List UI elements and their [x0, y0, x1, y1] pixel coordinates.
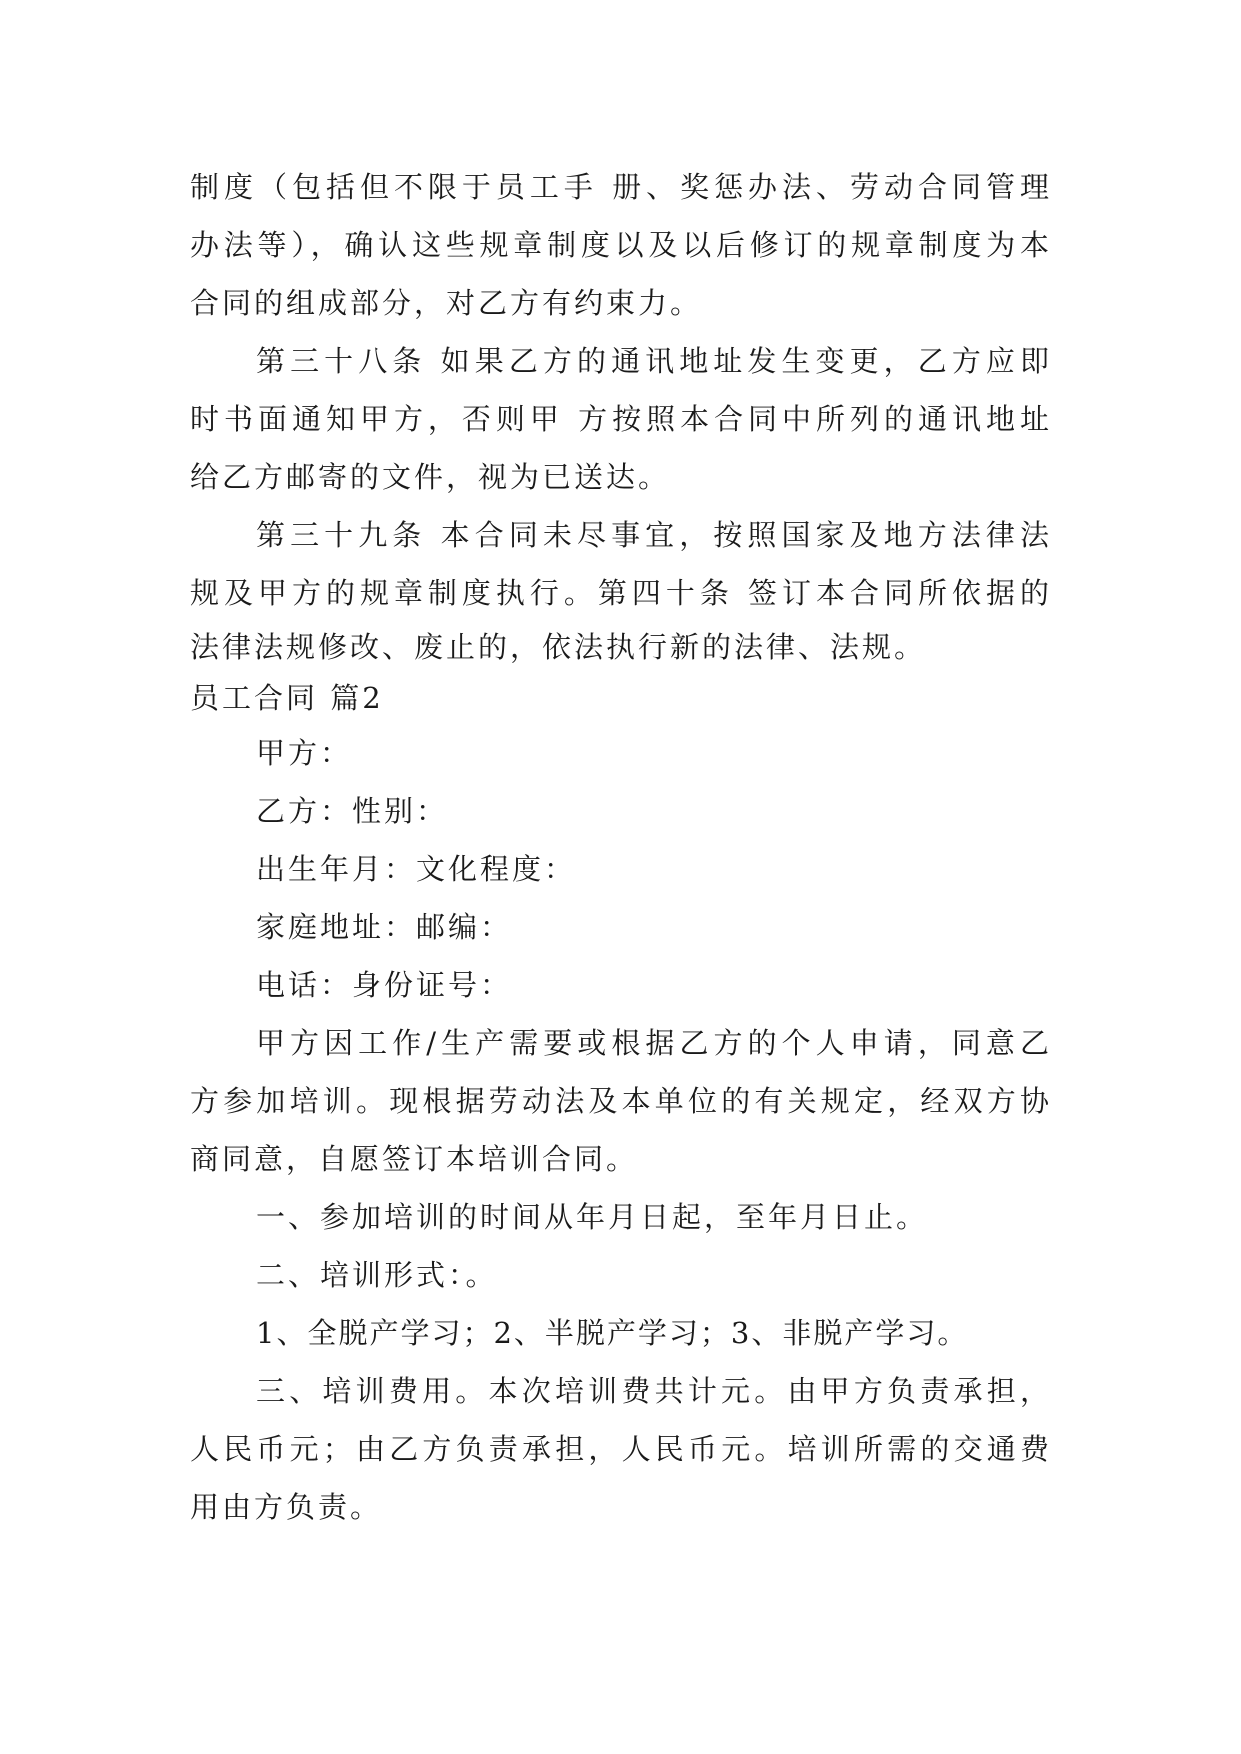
text-line: 乙方：性别： [256, 794, 449, 828]
text-line: 商同意，自愿签订本培训合同。 [190, 1142, 639, 1176]
text-line: 电话：身份证号： [256, 968, 513, 1002]
text-line: 法律法规修改、废止的，依法执行新的法律、法规。 [190, 630, 927, 664]
text-line: 规及甲方的规章制度执行。第四十条 签订本合同所依据的 [190, 576, 1052, 610]
text-line: 制度（包括但不限于员工手 册、奖惩办法、劳动合同管理 [190, 170, 1052, 204]
text-line: 第三十八条 如果乙方的通讯地址发生变更，乙方应即 [256, 344, 1052, 378]
text-line: 合同的组成部分，对乙方有约束力。 [190, 286, 703, 320]
text-line: 办法等），确认这些规章制度以及以后修订的规章制度为本 [190, 228, 1052, 262]
text-line: 家庭地址：邮编： [256, 910, 513, 944]
text-line: 甲方因工作/生产需要或根据乙方的个人申请，同意乙 [256, 1026, 1052, 1060]
text-line: 1、全脱产学习；2、半脱产学习；3、非脱产学习。 [256, 1316, 969, 1350]
text-line: 时书面通知甲方，否则甲 方按照本合同中所列的通讯地址 [190, 402, 1052, 436]
text-line: 第三十九条 本合同未尽事宜，按照国家及地方法律法 [256, 518, 1052, 552]
section-heading: 员工合同 篇2 [190, 681, 384, 715]
text-line: 二、培训形式：。 [256, 1258, 498, 1292]
text-line: 三、培训费用。本次培训费共计元。由甲方负责承担， [256, 1374, 1052, 1408]
document-body [190, 158, 1052, 1536]
text-line: 出生年月：文化程度： [256, 852, 577, 886]
text-line: 一、参加培训的时间从年月日起，至年月日止。 [256, 1200, 929, 1234]
text-line: 用由方负责。 [190, 1490, 383, 1524]
text-line: 方参加培训。现根据劳动法及本单位的有关规定，经双方协 [190, 1084, 1052, 1118]
text-line: 给乙方邮寄的文件，视为已送达。 [190, 460, 671, 494]
text-line: 甲方： [256, 736, 353, 770]
text-line: 人民币元；由乙方负责承担，人民币元。培训所需的交通费 [190, 1432, 1052, 1466]
